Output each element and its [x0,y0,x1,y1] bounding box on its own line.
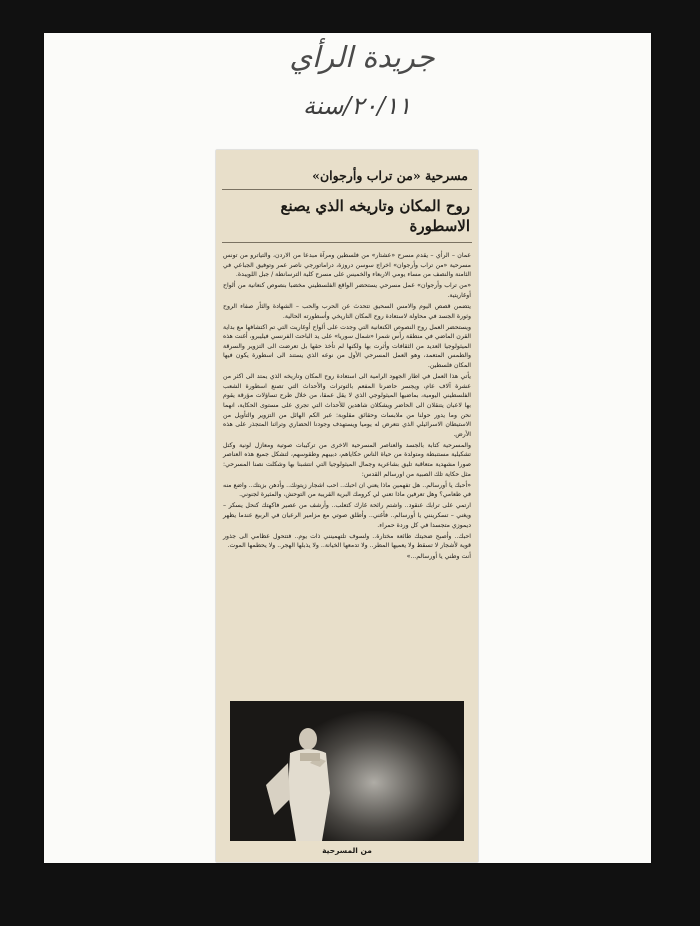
article-paragraph: ويستحضر العمل روح النصوص الكنعانية التي وجدت على ألواح أوغاريت التي تم اكتشافها مع بداية القرن الماضي في منطقة رأس شمرا «شمال سوريا» على يد الباحث الفرنسي فيليبرو، أغنت هذه الميثولوجيا العديد من الثقافات وأثرت بها ولكنها لم تأخذ حقها بل تعرضت الى التزوير والسرقة والطمس المتعمد، وهو العمل المسرحي الأول من نوعه الذي يستند الى اسطورة يكون فيها المكان فلسطين. [223,323,471,370]
article-paragraph: «أحبك يا أورسالم.. هل تفهمين ماذا يعني ان احبك.. احب اشجار زيتونك.. وأدهن بزيتك.. واضع منه في طعامي؟ وهل تعرفين ماذا تعني لي كرومك البرية القريبة من التوحش، والمثيرة لجنوني. [223,481,471,499]
photo-caption: من المسرحية [322,846,372,855]
divider [222,189,472,190]
divider [222,242,472,243]
article-paragraph: ارتمي على ترابك عنقود.. واشتم رائحة غارك كتعلب.. وأرشف من عصير فاكهتك كنحل يسكر – ويغني – تسكرينني يا أورسالم.. فأغني.. وأطلق صوتي مع مزامير الرعيان في الربيع عندما يظهر ديموزي متجسدا في كل وردة حمراء. [223,502,471,529]
article-kicker: مسرحية «من تراب وأرجوان» [312,168,468,183]
article-paragraph: أنت وطني يا أورسالم...» [406,553,471,561]
handwritten-date: ٢٠/١١/سنة [303,92,411,120]
article-body [222,249,472,565]
article-paragraph: يتضمن قصص اليوم والامس السحيق تتحدث عن الحرب والحب – الشهادة والثأر صفاء الروح وثورة الجسد في محاولة لاستعادة روح المكان التاريخي وأسطورته الحالية. [223,302,471,320]
handwritten-newspaper-name: جريدة الرأي [289,40,435,74]
article-headline: روح المكان وتاريخه الذي يصنع الاسطورة [280,197,470,235]
newspaper-clipping [216,150,478,862]
theatre-photo [230,701,464,841]
article-paragraph: «من تراب وأرجوان» عمل مسرحي يستحضر الواقع الفلسطيني مخضبا بنصوص كنعانية من ألواح أوغاريتية. [223,282,471,299]
article-paragraph: يأتي هذا العمل في اطار الجهود الرامية الى استعادة روح المكان وتاريخه الذي يمتد الى اكثر من عشرة آلاف عام، ويجسر حاضرنا المفعم بالتوترات والأحداث التي تصنع اسطورة الشعب الفلسطيني اليومية، بماضيها الميثولوجي الذي لا يقل عمقا، من خلال طرح تساؤلات مؤرقة يقوم بها لاعبان يتنقلان الى الحاضر ويشكلان شاهدين للأحداث التي تجري على مستوى الحكاية، انهما نحن وما يدور حولنا من ملابسات وحقائق مقلوبة: عبر الكم الهائل من التزوير والتأويل من الاستيطان الاسرائيلي الذي نتعرض له يوميا ويستهدف وجودنا الحضاري وتراثنا المتجذر على هذه الأرض. [223,373,471,438]
article-paragraph: عمان – الرأي – يقدم مسرح «عشتار» من فلسطين ومرآة مبدعا من الاردن، والتياترو من تونس مسرحية «من تراب وأرجوان» اخراج سوسن دروزة، دراماتورجي ناصر عمر وتوفيق الجباعي في الثامنة والنصف من مساء يومي الاربعاء والخميس على مسرح كلية الترسانطة / جبل اللويبدة. [223,252,471,279]
article-paragraph: احبك.. وأصبح ضحيتك طائعة مختارة.. ولسوف تلتهمينني ذات يوم.. فتتحول عظامي الى جذور قوية لأشجار لا تسقط ولا يعميها المطر.. ولا تدمعها الخيانة.. ولا يذبلها الهجر.. ولا يحطمها الموت. [223,532,471,550]
actor-figure [260,723,350,841]
article-paragraph: والمسرحية كتابة بالجسد والعناصر المسرحية الاخرى من تركيبات صوتية ومعازل لونية وكتل تشكيلية مستنبطة ومتولدة من حياة الناس حكاياهم، دبيبهم وطقوسهم، لتشكل جميع هذه العناصر صورا مشهدية متعاقبة تليق بشاعرية وجمال الميثولوجيا التي انتشبنا بها وشكلت نصنا المسرحي: مثل حكاية تلك الصبية من اورسالم القدس: [223,441,471,478]
